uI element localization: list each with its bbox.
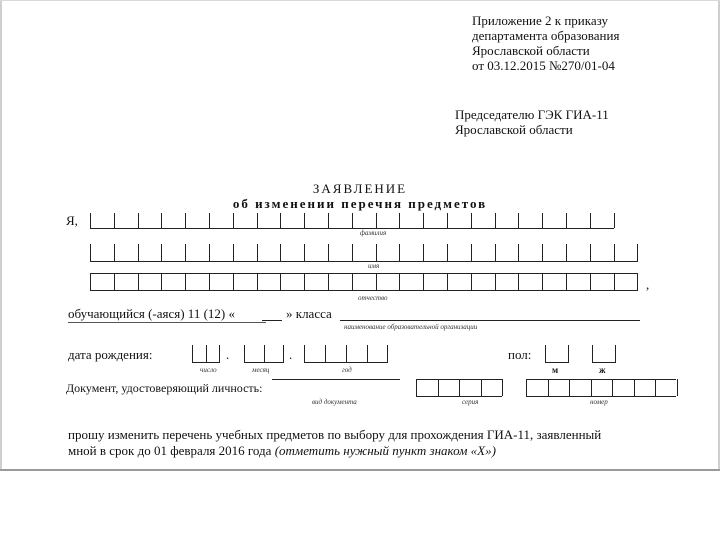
ya-label: Я, [66, 213, 78, 228]
class-label: » класса [286, 306, 332, 321]
cell-divider [90, 213, 91, 228]
annex-line: Приложение 2 к приказу [472, 13, 609, 28]
cell-divider [161, 244, 162, 261]
cell-divider [447, 213, 448, 228]
cell-divider [634, 379, 635, 396]
cell-divider [471, 213, 472, 228]
cell-divider [280, 213, 281, 228]
document-title: ЗАЯВЛЕНИЕ [312, 181, 408, 196]
cell-divider [114, 213, 115, 228]
sex-male-label: м [552, 365, 559, 375]
comma: , [646, 277, 650, 292]
annex-line: департамента образования [472, 28, 620, 43]
number-caption: номер [590, 398, 608, 406]
month-caption: месяц [252, 366, 270, 374]
name-caption: имя [368, 262, 380, 270]
cell-divider [138, 244, 139, 261]
cell-baseline [90, 228, 614, 229]
document-type-caption: вид документа [312, 398, 357, 406]
cell-topline [90, 273, 638, 274]
cell-divider [114, 244, 115, 261]
surname-caption: фамилия [360, 229, 387, 237]
page-left-edge [0, 1, 2, 469]
cell-divider [471, 244, 472, 261]
cell-divider [502, 379, 503, 396]
cell-divider [328, 273, 329, 290]
cell-divider [495, 273, 496, 290]
cell-divider [518, 244, 519, 261]
cell-divider [542, 244, 543, 261]
addressee-line: Ярославской области [455, 122, 573, 137]
cell-divider [90, 273, 91, 290]
cell-divider [590, 213, 591, 228]
cell-divider [138, 273, 139, 290]
cell-divider [352, 213, 353, 228]
cell-divider [233, 244, 234, 261]
cell-divider [376, 273, 377, 290]
organization-line[interactable] [340, 320, 640, 321]
cell-divider [90, 244, 91, 261]
document-subtitle: об изменении перечня предметов [232, 196, 488, 211]
cell-baseline [526, 396, 676, 397]
cell-divider [518, 213, 519, 228]
cell-divider [677, 379, 678, 396]
cell-divider [423, 273, 424, 290]
sex-male-checkbox[interactable] [545, 345, 569, 363]
cell-divider [548, 379, 549, 396]
cell-divider [542, 273, 543, 290]
cell-baseline [416, 396, 502, 397]
cell-divider [614, 213, 615, 228]
addressee-line: Председателю ГЭК ГИА-11 [455, 107, 609, 122]
cell-divider [209, 244, 210, 261]
cell-divider [376, 213, 377, 228]
cell-divider [655, 379, 656, 396]
cell-divider [590, 273, 591, 290]
cell-divider [280, 273, 281, 290]
cell-divider [209, 213, 210, 228]
cell-divider [114, 273, 115, 290]
cell-divider [328, 244, 329, 261]
cell-divider [612, 379, 613, 396]
cell-divider [447, 244, 448, 261]
cell-divider [209, 273, 210, 290]
class-number-line[interactable] [262, 320, 282, 321]
cell-divider [423, 213, 424, 228]
cell-baseline [90, 261, 638, 262]
cell-divider [399, 244, 400, 261]
day-caption: число [200, 366, 217, 374]
cell-divider [614, 273, 615, 290]
cell-divider [423, 244, 424, 261]
cell-divider [518, 273, 519, 290]
sex-label: пол: [508, 347, 532, 362]
cell-divider [526, 379, 527, 396]
cell-divider [304, 244, 305, 261]
cell-divider [542, 213, 543, 228]
birth-date-label: дата рождения: [68, 347, 153, 362]
student-label: обучающийся (-аяся) 11 (12) « [68, 306, 235, 321]
cell-divider [325, 345, 326, 363]
cell-divider [481, 379, 482, 396]
cell-divider [346, 345, 347, 363]
cell-divider [257, 244, 258, 261]
cell-divider [352, 273, 353, 290]
document-type-line[interactable] [272, 379, 400, 380]
annex-line: от 03.12.2015 №270/01-04 [472, 58, 615, 73]
series-caption: серия [462, 398, 479, 406]
cell-divider [376, 244, 377, 261]
annex-block [472, 13, 619, 73]
cell-divider [495, 213, 496, 228]
cell-divider [280, 244, 281, 261]
cell-divider [566, 273, 567, 290]
cell-divider [399, 213, 400, 228]
cell-divider [566, 244, 567, 261]
patronymic-caption: отчество [358, 294, 388, 302]
cell-divider [257, 273, 258, 290]
cell-divider [459, 379, 460, 396]
cell-divider [304, 213, 305, 228]
cell-divider [495, 244, 496, 261]
student-underline [68, 322, 266, 323]
cell-divider [185, 273, 186, 290]
cell-divider [206, 345, 207, 363]
cell-divider [185, 213, 186, 228]
cell-divider [591, 379, 592, 396]
request-note: (отметить нужный пункт знаком «Х») [274, 443, 496, 458]
cell-divider [138, 213, 139, 228]
organization-caption: наименование образовательной организации [344, 323, 478, 331]
addressee-block [455, 107, 609, 137]
cell-divider [614, 244, 615, 261]
cell-divider [304, 273, 305, 290]
cell-divider [352, 244, 353, 261]
sex-female-label: ж [599, 365, 606, 375]
request-text [68, 427, 601, 459]
cell-divider [590, 244, 591, 261]
request-line-start: мной в срок до 01 февраля 2016 года [68, 443, 275, 458]
annex-line: Ярославской области [472, 43, 590, 58]
cell-divider [161, 273, 162, 290]
cell-divider [367, 345, 368, 363]
cell-divider [264, 345, 265, 363]
cell-divider [233, 213, 234, 228]
cell-divider [257, 213, 258, 228]
request-line: прошу изменить перечень учебных предметов по выбору для прохождения ГИА-11, заявленный [68, 427, 602, 442]
cell-divider [438, 379, 439, 396]
request-line [68, 443, 601, 459]
cell-divider [471, 273, 472, 290]
cell-divider [185, 244, 186, 261]
sex-female-checkbox[interactable] [592, 345, 616, 363]
cell-baseline [90, 290, 638, 291]
cell-divider [328, 213, 329, 228]
date-dot: . [226, 347, 230, 362]
cell-divider [637, 244, 638, 261]
cell-divider [637, 273, 638, 290]
cell-divider [161, 213, 162, 228]
year-caption: год [342, 366, 352, 374]
document-label: Документ, удостоверяющий личность: [66, 381, 263, 395]
cell-divider [447, 273, 448, 290]
cell-divider [566, 213, 567, 228]
cell-divider [399, 273, 400, 290]
cell-divider [233, 273, 234, 290]
cell-divider [416, 379, 417, 396]
date-dot: . [289, 347, 293, 362]
cell-divider [569, 379, 570, 396]
